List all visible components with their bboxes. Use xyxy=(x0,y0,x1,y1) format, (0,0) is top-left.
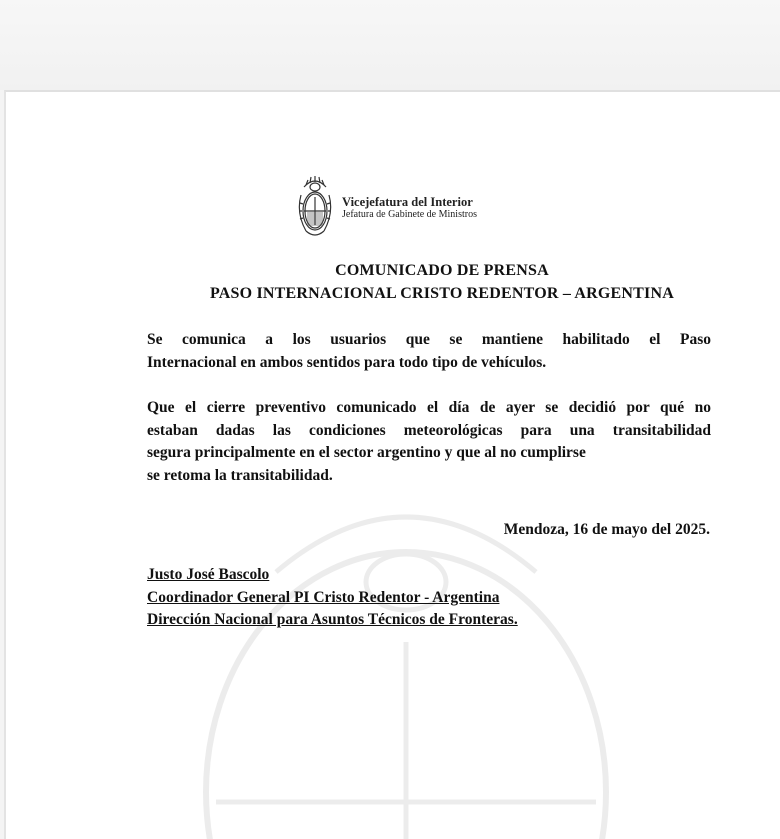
document-subtitle: PASO INTERNACIONAL CRISTO REDENTOR – ARGENTINA xyxy=(210,285,674,302)
coat-of-arms-watermark xyxy=(156,462,656,839)
letterhead-subtitle: Jefatura de Gabinete de Ministros xyxy=(342,209,477,220)
document-title: COMUNICADO DE PRENSA xyxy=(335,262,549,279)
letterhead xyxy=(296,172,477,242)
paragraph-line: se retoma la transitabilidad. xyxy=(147,466,333,484)
argentina-coat-of-arms-icon xyxy=(296,173,334,241)
paragraph-2 xyxy=(147,397,711,487)
signatory-name: Justo José Bascolo xyxy=(147,566,270,583)
paragraph-line: estaban dadas las condiciones meteorológicas para una transitabilidad xyxy=(147,421,711,439)
paragraph-1 xyxy=(147,329,711,374)
paragraph-line: Se comunica a los usuarios que se mantiene habilitado el Paso xyxy=(147,331,711,348)
signatory-office: Dirección Nacional para Asuntos Técnicos de Fronteras. xyxy=(147,611,518,628)
signature-block xyxy=(147,564,518,632)
letterhead-title: Vicejefatura del Interior xyxy=(342,195,473,209)
paragraph-line: segura principalmente en el sector argentino y que al no cumplirse xyxy=(147,444,586,461)
document-date: Mendoza, 16 de mayo del 2025. xyxy=(503,521,710,538)
paragraph-line: Que el cierre preventivo comunicado el día de ayer se decidió por qué no xyxy=(147,399,711,416)
signatory-role: Coordinador General PI Cristo Redentor - Argentina xyxy=(147,588,500,606)
document-page xyxy=(4,90,780,839)
paragraph-line: Internacional en ambos sentidos para todo tipo de vehículos. xyxy=(147,353,547,371)
viewer-top-bar xyxy=(0,0,780,90)
